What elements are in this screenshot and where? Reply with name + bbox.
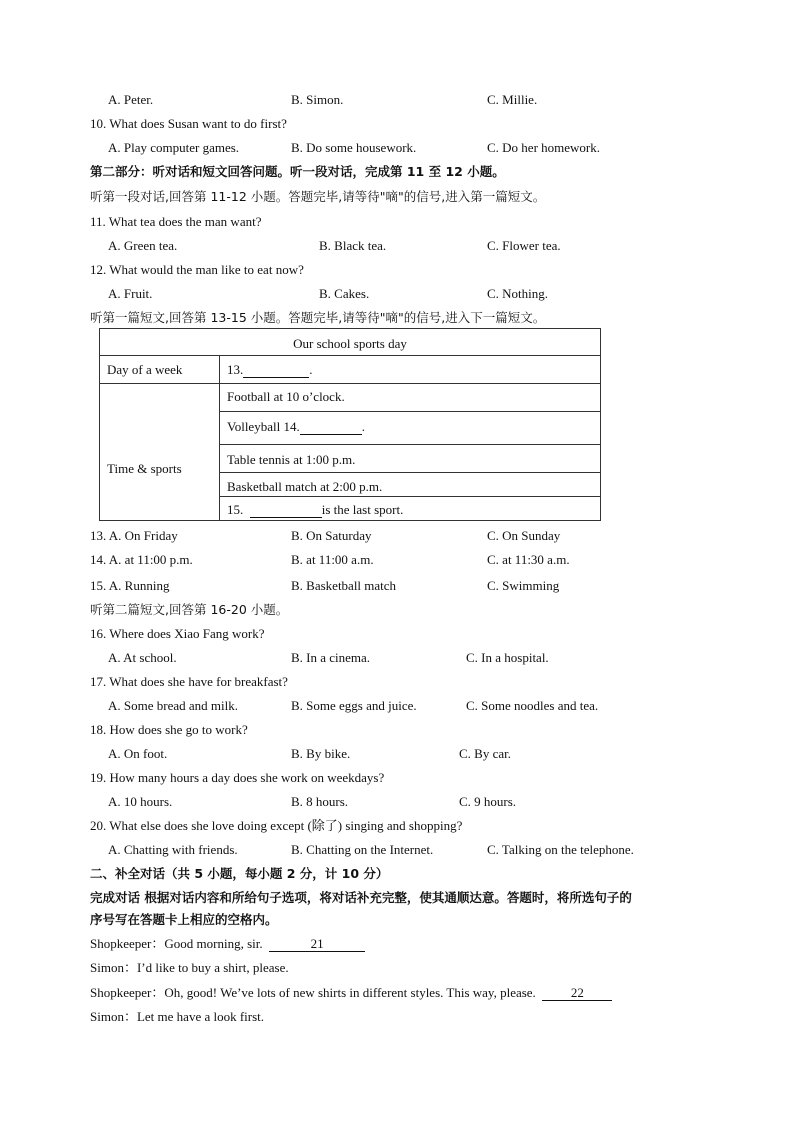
dialogue-speaker: Shopkeeper： bbox=[90, 936, 165, 951]
q11-option-c: C. Flower tea. bbox=[487, 238, 561, 253]
table-day-label: Day of a week bbox=[107, 362, 183, 377]
q12-option-a: A. Fruit. bbox=[108, 286, 153, 301]
dialogue-speaker: Shopkeeper： bbox=[90, 985, 165, 1000]
table-title: Our school sports day bbox=[293, 336, 407, 351]
q18-option-a: A. On foot. bbox=[108, 746, 168, 761]
q10-option-c: C. Do her homework. bbox=[487, 140, 601, 155]
q12-question: 12. What would the man like to eat now? bbox=[90, 262, 304, 277]
section2-instruction-line2: 序号写在答题卡上相应的空格内。 bbox=[90, 912, 278, 927]
q15-option-c: C. Swimming bbox=[487, 578, 560, 593]
dialogue-line-2 bbox=[90, 960, 289, 976]
q20-question: 20. What else does she love doing except (除了) singing and shopping? bbox=[90, 818, 463, 833]
dialogue-text: Let me have a look first. bbox=[136, 1009, 265, 1024]
q9-option-a: A. Peter. bbox=[108, 92, 154, 107]
q10-option-b: B. Do some housework. bbox=[291, 140, 417, 155]
q19-option-a: A. 10 hours. bbox=[108, 794, 173, 809]
dialogue-text: Oh, good! We’ve lots of new shirts in different styles. This way, please. bbox=[164, 985, 536, 1000]
table-item-football: Football at 10 o’clock. bbox=[227, 389, 345, 404]
q20-option-c: C. Talking on the telephone. bbox=[487, 842, 634, 857]
q10-question: 10. What does Susan want to do first? bbox=[90, 116, 287, 131]
passage1-instruction: 听第一篇短文,回答第 13-15 小题。答题完毕,请等待"嘀"的信号,进入下一篇短文。 bbox=[90, 310, 546, 325]
dialogue-text: Good morning, sir. bbox=[164, 936, 263, 951]
q11-option-b: B. Black tea. bbox=[319, 238, 387, 253]
table-item-basketball: Basketball match at 2:00 p.m. bbox=[227, 479, 383, 494]
table-item-table-tennis: Table tennis at 1:00 p.m. bbox=[227, 452, 356, 467]
q17-option-b: B. Some eggs and juice. bbox=[291, 698, 417, 713]
q20-option-a: A. Chatting with friends. bbox=[108, 842, 238, 857]
q17-question: 17. What does she have for breakfast? bbox=[90, 674, 288, 689]
q14-option-a: 14. A. at 11:00 p.m. bbox=[90, 552, 193, 567]
table-item-volleyball: Volleyball 14. . bbox=[227, 419, 365, 434]
q18-option-b: B. By bike. bbox=[291, 746, 351, 761]
dialogue-line-1 bbox=[90, 936, 365, 952]
q17-option-a: A. Some bread and milk. bbox=[108, 698, 238, 713]
q16-option-c: C. In a hospital. bbox=[466, 650, 549, 665]
q18-question: 18. How does she go to work? bbox=[90, 722, 248, 737]
q14-option-b: B. at 11:00 a.m. bbox=[291, 552, 374, 567]
answer-blank-22: 22 bbox=[542, 986, 612, 1001]
q17-option-c: C. Some noodles and tea. bbox=[466, 698, 599, 713]
q11-question: 11. What tea does the man want? bbox=[90, 214, 262, 229]
dialogue-speaker: Simon： bbox=[90, 1009, 137, 1024]
q9-option-c: C. Millie. bbox=[487, 92, 538, 107]
q14-option-c: C. at 11:30 a.m. bbox=[487, 552, 570, 567]
q16-option-b: B. In a cinema. bbox=[291, 650, 371, 665]
table-item-last-sport: 15. is the last sport. bbox=[227, 502, 404, 517]
dialogue-speaker: Simon： bbox=[90, 960, 137, 975]
q19-option-b: B. 8 hours. bbox=[291, 794, 349, 809]
q13-option-a: 13. A. On Friday bbox=[90, 528, 178, 543]
q15-option-a: 15. A. Running bbox=[90, 578, 170, 593]
q19-question: 19. How many hours a day does she work on weekdays? bbox=[90, 770, 385, 785]
table-time-label: Time & sports bbox=[107, 461, 182, 476]
q19-option-c: C. 9 hours. bbox=[459, 794, 517, 809]
q9-option-b: B. Simon. bbox=[291, 92, 344, 107]
q11-option-a: A. Green tea. bbox=[108, 238, 178, 253]
q15-option-b: B. Basketball match bbox=[291, 578, 397, 593]
section2-heading: 二、补全对话（共 5 小题，每小题 2 分，计 10 分） bbox=[90, 866, 389, 881]
section2-instruction-line1: 完成对话 根据对话内容和所给句子选项，将对话补充完整，使其通顺达意。答题时，将所选句子的 bbox=[90, 890, 632, 905]
q10-option-a: A. Play computer games. bbox=[108, 140, 240, 155]
q20-option-b: B. Chatting on the Internet. bbox=[291, 842, 434, 857]
passage2-instruction: 听第二篇短文,回答第 16-20 小题。 bbox=[90, 602, 289, 617]
q18-option-c: C. By car. bbox=[459, 746, 511, 761]
table-day-value: 13. . bbox=[227, 362, 313, 377]
q13-option-b: B. On Saturday bbox=[291, 528, 372, 543]
q16-question: 16. Where does Xiao Fang work? bbox=[90, 626, 265, 641]
sports-day-table bbox=[99, 328, 601, 521]
q13-option-c: C. On Sunday bbox=[487, 528, 561, 543]
dialogue-line-4 bbox=[90, 1009, 264, 1025]
dialogue-line-3 bbox=[90, 985, 612, 1001]
dialogue-text: I’d like to buy a shirt, please. bbox=[136, 960, 289, 975]
q12-option-b: B. Cakes. bbox=[319, 286, 370, 301]
part2-heading: 第二部分：听对话和短文回答问题。听一段对话，完成第 11 至 12 小题。 bbox=[90, 164, 505, 179]
answer-blank-21: 21 bbox=[269, 937, 365, 952]
part2-instruction: 听第一段对话,回答第 11-12 小题。答题完毕,请等待"嘀"的信号,进入第一篇短文。 bbox=[90, 189, 546, 204]
q16-option-a: A. At school. bbox=[108, 650, 177, 665]
q12-option-c: C. Nothing. bbox=[487, 286, 549, 301]
